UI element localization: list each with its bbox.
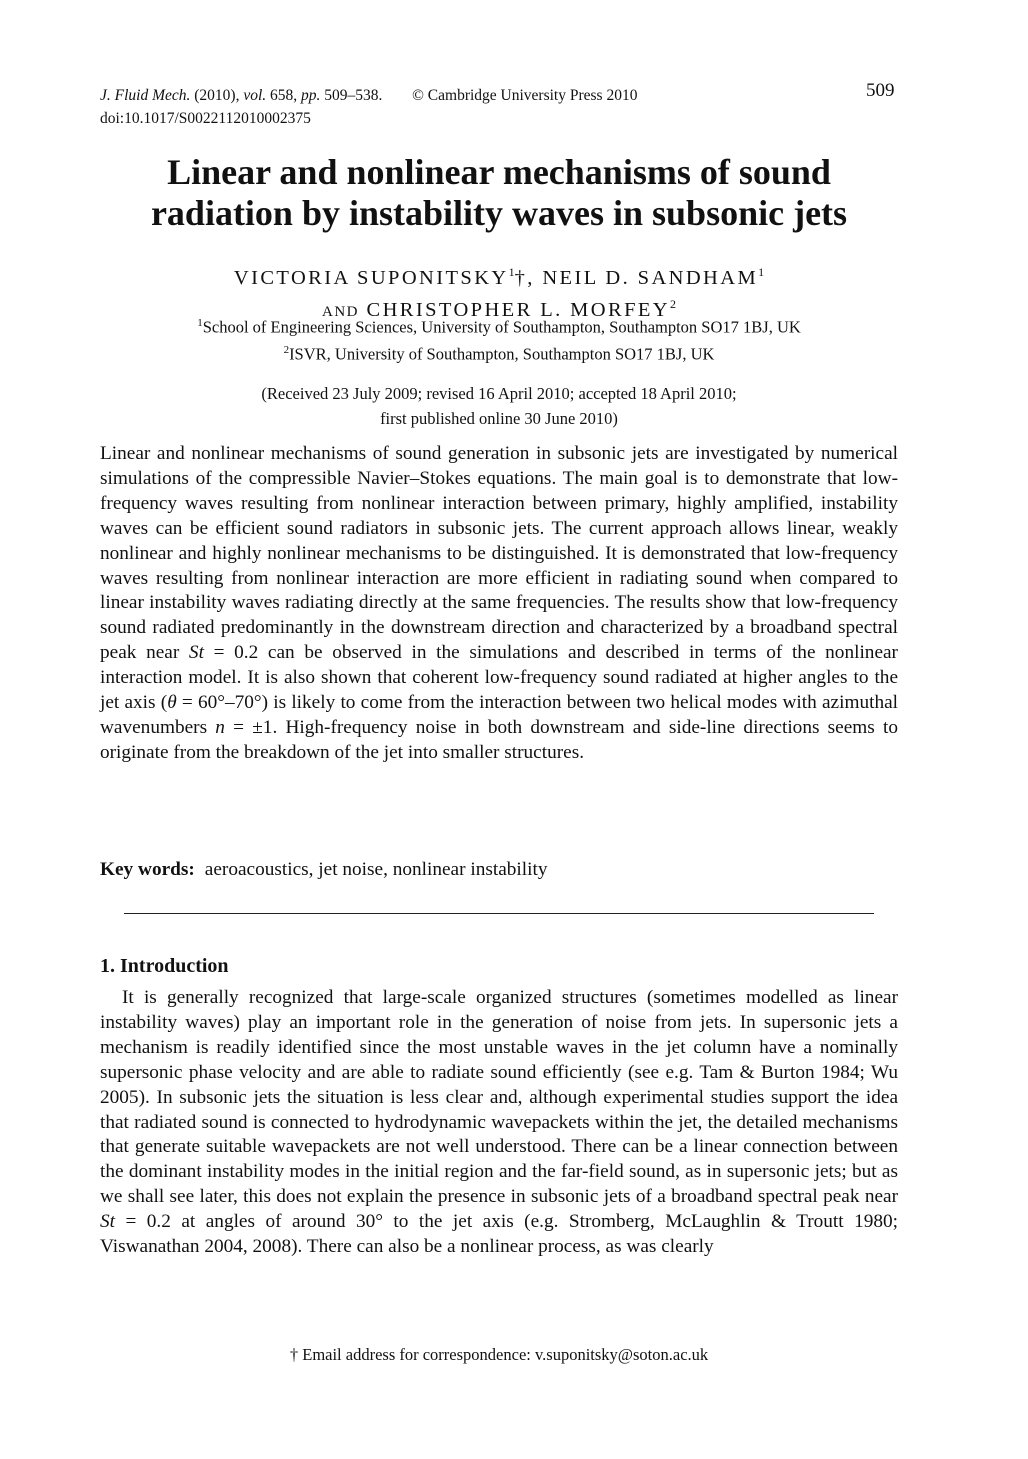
keywords <box>100 859 547 881</box>
title-line-2: radiation by instability waves in subsonic jets <box>150 193 848 233</box>
abstract: Linear and nonlinear mechanisms of sound generation in subsonic jets are investigated by numerical simulations of the compressible Navier–Stokes equations. The main goal is to demonstrate that low-frequency waves resulting from nonlinear interaction between primary, highly amplified, instability waves can be efficient sound radiators in subsonic jets. The current approach allows linear, weakly nonlinear and highly nonlinear mechanisms to be distinguished. It is demonstrated that low-frequency waves resulting from nonlinear interaction are more efficient in radiating sound when compared to linear instability waves radiating directly at the same frequencies. The results show that low-frequency sound radiated predominantly in the downstream direction and characterized by a broadband spectral peak near St = 0.2 can be observed in the simulations and described in terms of the nonlinear interaction model. It is also shown that coherent low-frequency sound radiated at higher angles to the jet axis (θ = 60°–70°) is likely to come from the interaction between two helical modes with azimuthal wavenumbers n = ±1. High-frequency noise in both downstream and side-line directions seems to originate from the breakdown of the jet into smaller structures. <box>100 443 898 763</box>
volume-number: 658, <box>270 87 298 104</box>
paper-title <box>60 152 938 234</box>
author-1: VICTORIA SUPONITSKY <box>233 266 509 289</box>
title-line-1: Linear and nonlinear mechanisms of sound <box>167 152 831 192</box>
author-2-affiliation: 1 <box>758 265 765 279</box>
journal-year: (2010), <box>194 87 240 104</box>
affiliation-2-number: 2 <box>283 344 290 356</box>
math-theta: θ <box>167 692 177 714</box>
received-dates <box>60 381 938 431</box>
pages-label: pp. <box>301 87 321 104</box>
author-1-affiliation: 1 <box>508 265 515 279</box>
introduction-paragraph: It is generally recognized that large-scale organized structures (sometimes modelled as linear instability waves) play an important role in the generation of noise from jets. In supersonic jets a mechanism is readily identified since the most unstable waves in the jet column have a nominally supersonic phase velocity and are able to radiate sound efficiently (see e.g. Tam & Burton 1984; Wu 2005). In subsonic jets the situation is less clear and, although experimental studies support the idea that radiated sound is connected to hydrodynamic wavepackets within the jet, the detailed mechanisms that generate suitable wavepackets are not well understood. There can be a linear connection between the dominant instability modes in the initial region and the far-field sound, as in supersonic jets; but as we shall see later, this does not explain the presence in subsonic jets of a broadband spectral peak near St = 0.2 at angles of around 30° to the jet axis (e.g. Stromberg, McLaughlin & Troutt 1980; Viswanathan 2004, 2008). There can also be a nonlinear process, as was clearly <box>100 987 898 1258</box>
copyright-notice: © Cambridge University Press 2010 <box>412 87 638 104</box>
journal-name: J. Fluid Mech. <box>100 87 191 104</box>
page-number: 509 <box>866 80 895 101</box>
running-header <box>100 84 900 130</box>
keywords-text: aeroacoustics, jet noise, nonlinear instability <box>204 859 548 880</box>
section-heading: 1. Introduction <box>100 955 229 977</box>
author-1-mark: †, <box>514 266 535 289</box>
math-st-intro: St <box>100 1211 115 1233</box>
page-range: 509–538. <box>324 87 383 104</box>
doi: doi:10.1017/S0022112010002375 <box>100 110 311 127</box>
affiliation-1-number: 1 <box>197 317 203 329</box>
author-3: CHRISTOPHER L. MORFEY <box>366 298 670 321</box>
section-divider <box>124 913 874 914</box>
affiliation-1 <box>60 317 938 338</box>
keywords-label: Key words: <box>100 859 195 880</box>
author-2: NEIL D. SANDHAM <box>542 266 759 289</box>
math-st: St <box>188 642 204 664</box>
author-3-affiliation: 2 <box>670 296 676 311</box>
affiliation-2-text: ISVR, University of Southampton, Southampton SO17 1BJ, UK <box>289 344 715 364</box>
received-line-2: first published online 30 June 2010) <box>380 409 618 428</box>
author-list <box>60 259 938 325</box>
received-line-1: (Received 23 July 2009; revised 16 April 2010; accepted 18 April 2010; <box>261 384 737 403</box>
footnote: † Email address for correspondence: v.suponitsky@soton.ac.uk <box>289 1345 709 1364</box>
math-n: n <box>215 716 225 738</box>
affiliation-2 <box>60 344 938 365</box>
author-conjunction: AND <box>322 303 359 320</box>
volume-label: vol. <box>243 87 267 104</box>
affiliation-1-text: School of Engineering Sciences, University of Southampton, Southampton SO17 1BJ, UK <box>202 317 801 337</box>
